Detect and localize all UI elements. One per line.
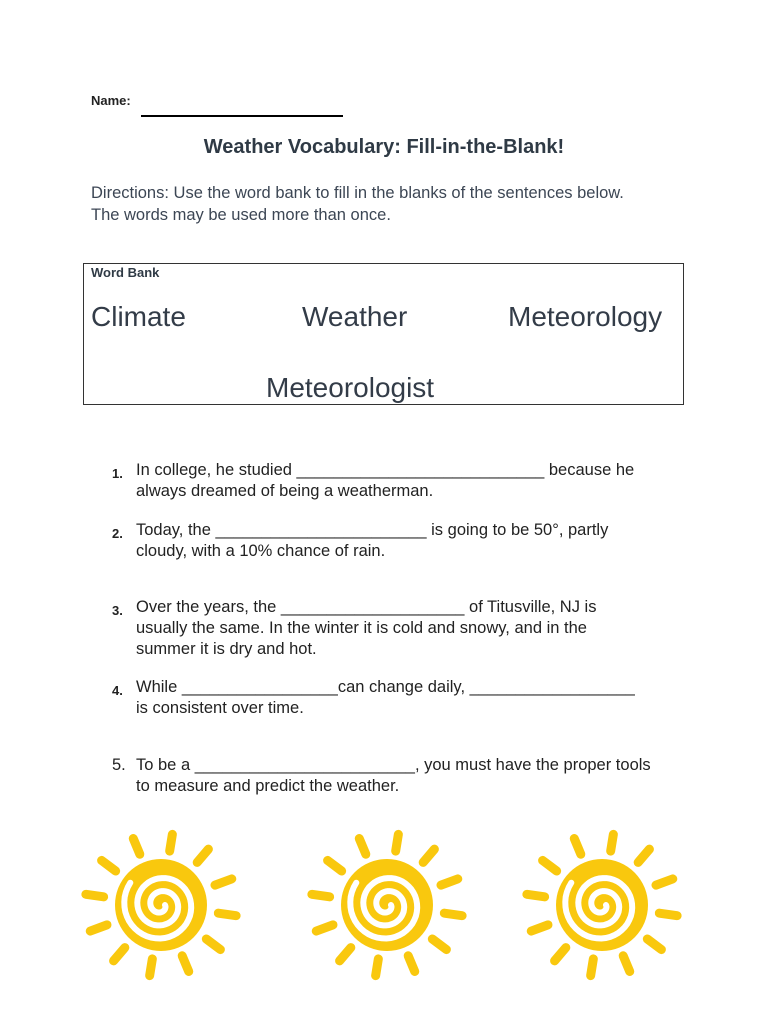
sun-ray — [133, 838, 140, 854]
sun-ray — [441, 879, 458, 885]
sun-ray — [90, 925, 107, 931]
sun-ray — [197, 849, 208, 862]
sun-ray — [340, 948, 351, 961]
sun-ray — [218, 913, 236, 916]
sun-ray — [408, 956, 415, 972]
question-number: 3. — [112, 603, 123, 618]
sun-ray — [86, 894, 104, 897]
word-bank-word-meteorology: Meteorology — [508, 301, 663, 332]
sun-ray — [591, 959, 594, 976]
question-text — [136, 677, 676, 719]
question-number: 5. — [112, 756, 126, 774]
directions-line-2: The words may be used more than once. — [91, 206, 391, 224]
sun-ray — [423, 849, 434, 862]
sun-ray — [647, 939, 661, 950]
sun-ray — [574, 838, 581, 854]
question-line: usually the same. In the winter it is cold and snowy, and in the — [136, 619, 587, 637]
sun-ray — [170, 834, 173, 851]
sun-ray — [376, 959, 379, 976]
sun-ray — [328, 860, 342, 871]
sun-ray — [444, 913, 462, 916]
sun-ray — [114, 948, 125, 961]
question-text — [136, 460, 676, 502]
question-line: is consistent over time. — [136, 699, 304, 717]
sun-ray — [359, 838, 366, 854]
word-bank-label: Word Bank — [91, 265, 160, 280]
sun-ray — [432, 939, 446, 950]
sun-ray — [659, 913, 677, 916]
sun-icon — [519, 825, 685, 981]
word-bank-word-meteorologist: Meteorologist — [266, 372, 435, 403]
sun-ray — [555, 948, 566, 961]
question-number: 1. — [112, 466, 123, 481]
question-number: 2. — [112, 526, 123, 541]
sun-ray — [527, 894, 545, 897]
sun-ray — [611, 834, 614, 851]
name-label: Name: — [91, 93, 131, 108]
sun-ray — [215, 879, 232, 885]
question-text — [136, 597, 676, 660]
question-number: 4. — [112, 683, 123, 698]
sun-ray — [543, 860, 557, 871]
name-line[interactable] — [141, 115, 343, 117]
question-line: to measure and predict the weather. — [136, 777, 400, 795]
sun-ray — [206, 939, 220, 950]
question-line: always dreamed of being a weatherman. — [136, 482, 434, 500]
sun-ray — [638, 849, 649, 862]
directions-line-1: Directions: Use the word bank to fill in the blanks of the sentences below. — [91, 184, 624, 202]
word-bank-word-weather: Weather — [302, 301, 408, 332]
sun-icon — [304, 825, 470, 981]
question-line: summer it is dry and hot. — [136, 640, 317, 658]
sun-ray — [102, 860, 116, 871]
directions — [91, 182, 691, 226]
question-line: Today, the _______________________ is going to be 50°, partly — [136, 521, 609, 539]
sun-ray — [623, 956, 630, 972]
sun-icon — [78, 825, 244, 981]
sun-ray — [656, 879, 673, 885]
sun-ray — [312, 894, 330, 897]
question-line: cloudy, with a 10% chance of rain. — [136, 542, 386, 560]
page-title: Weather Vocabulary: Fill-in-the-Blank! — [203, 136, 565, 158]
question-line: In college, he studied ___________________________ because he — [136, 461, 635, 479]
question-line: Over the years, the ____________________ of Titusville, NJ is — [136, 598, 597, 616]
word-bank-word-climate: Climate — [91, 301, 186, 332]
word-bank — [83, 263, 684, 405]
question-line: To be a ________________________, you must have the proper tools — [136, 756, 651, 774]
question-text — [136, 520, 676, 562]
sun-ray — [316, 925, 333, 931]
sun-ray — [396, 834, 399, 851]
sun-ray — [182, 956, 189, 972]
question-text — [136, 755, 676, 797]
question-line: While _________________can change daily, __________________ — [136, 678, 635, 696]
sun-ray — [531, 925, 548, 931]
sun-ray — [150, 959, 153, 976]
